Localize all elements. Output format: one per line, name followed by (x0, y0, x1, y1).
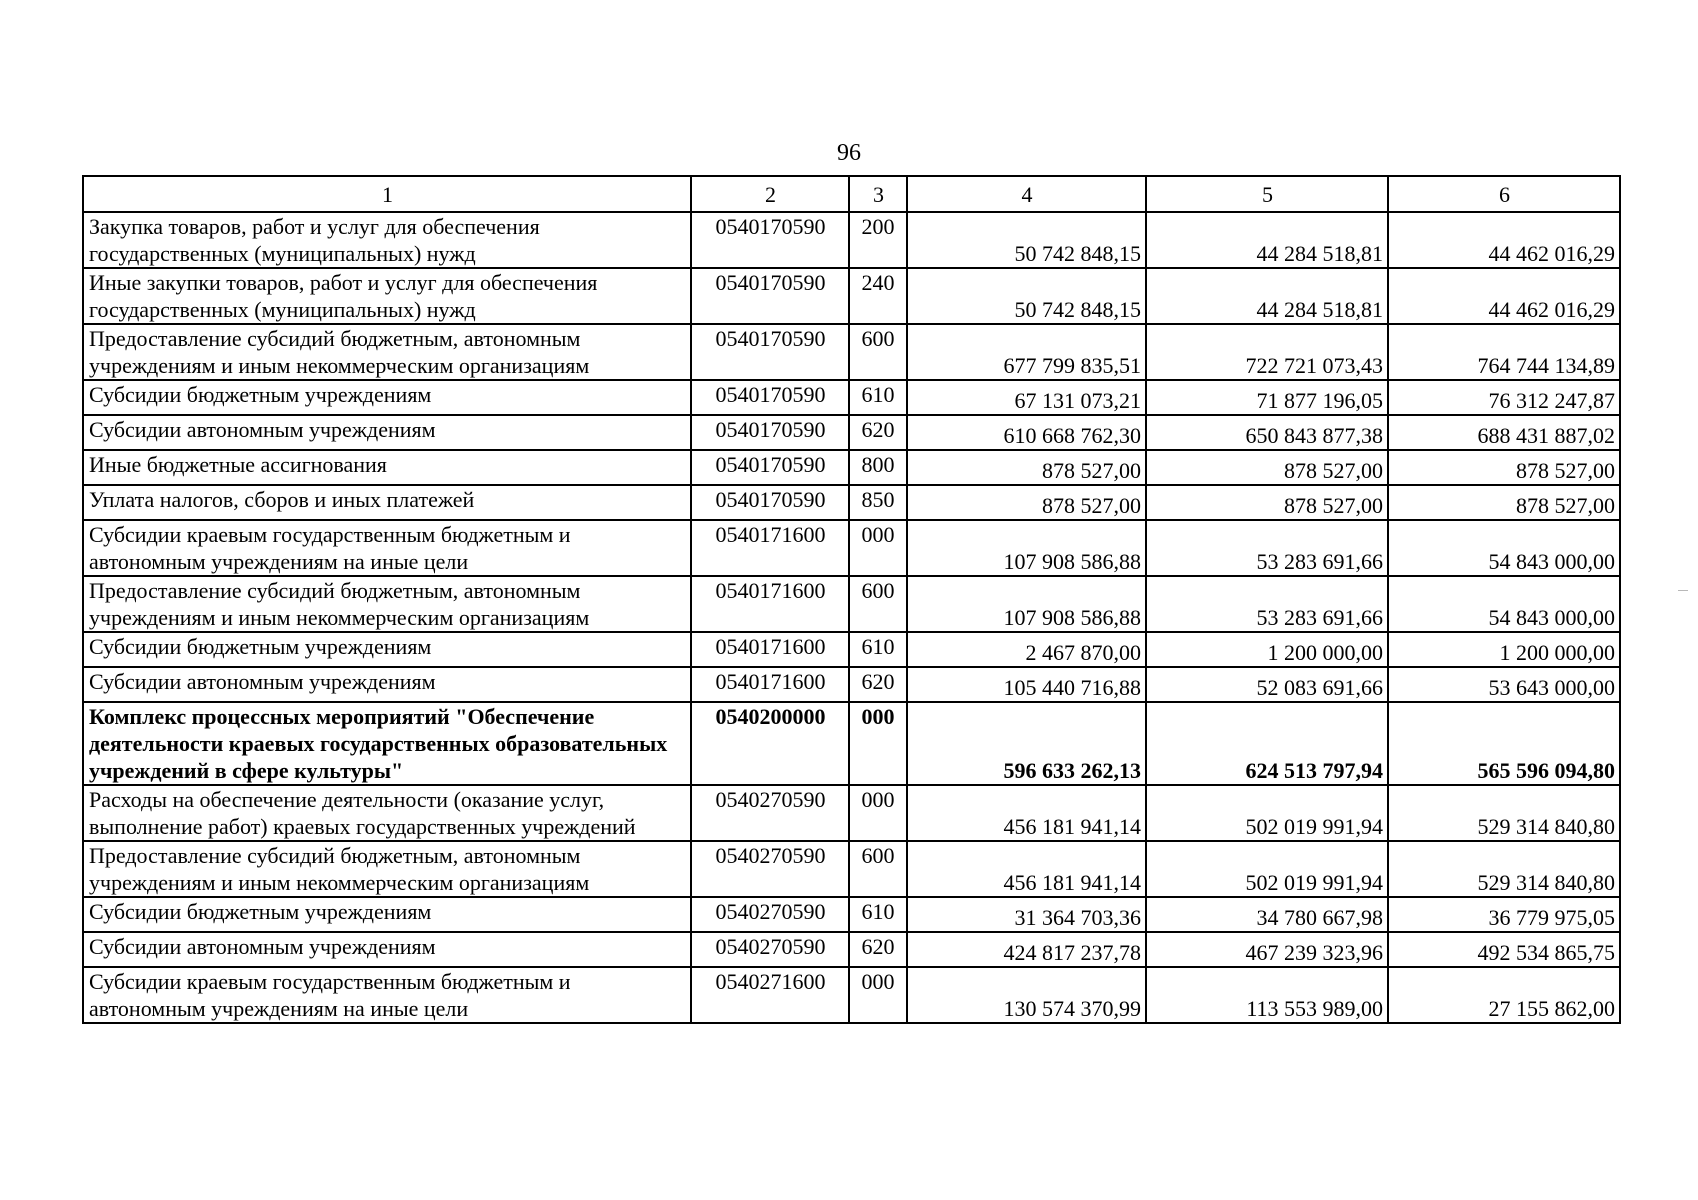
row-amount-col6: 565 596 094,80 (1388, 702, 1620, 785)
row-type-cell: 610 (849, 380, 907, 415)
table-row (83, 212, 1620, 268)
row-amount-col5: 44 284 518,81 (1146, 268, 1388, 324)
table-row (83, 520, 1620, 576)
row-amount-col5: 113 553 989,00 (1146, 967, 1388, 1023)
row-type-cell: 000 (849, 520, 907, 576)
row-code-cell: 0540270590 (691, 785, 849, 841)
row-type-cell: 200 (849, 212, 907, 268)
row-amount-col6: 54 843 000,00 (1388, 520, 1620, 576)
row-name-cell: Субсидии автономным учреждениям (83, 667, 691, 702)
row-amount-col4: 130 574 370,99 (907, 967, 1146, 1023)
table-row (83, 576, 1620, 632)
row-amount-col6: 529 314 840,80 (1388, 785, 1620, 841)
row-amount-col6: 36 779 975,05 (1388, 897, 1620, 932)
row-amount-col5: 878 527,00 (1146, 485, 1388, 520)
row-amount-col5: 650 843 877,38 (1146, 415, 1388, 450)
row-name-cell: Предоставление субсидий бюджетным, автономным учреждениям и иным некоммерческим организациям (83, 841, 691, 897)
table-header-row (83, 176, 1620, 212)
row-amount-col6: 44 462 016,29 (1388, 268, 1620, 324)
table-row (83, 967, 1620, 1023)
scan-mark (1678, 590, 1688, 591)
row-code-cell: 0540270590 (691, 932, 849, 967)
row-code-cell: 0540171600 (691, 576, 849, 632)
row-code-cell: 0540170590 (691, 268, 849, 324)
row-amount-col5: 53 283 691,66 (1146, 520, 1388, 576)
page-number: 96 (837, 140, 861, 166)
row-name-cell: Уплата налогов, сборов и иных платежей (83, 485, 691, 520)
row-amount-col6: 492 534 865,75 (1388, 932, 1620, 967)
row-type-cell: 610 (849, 897, 907, 932)
row-code-cell: 0540270590 (691, 841, 849, 897)
row-amount-col4: 31 364 703,36 (907, 897, 1146, 932)
table-row (83, 932, 1620, 967)
table-row (83, 415, 1620, 450)
row-code-cell: 0540170590 (691, 450, 849, 485)
row-amount-col5: 34 780 667,98 (1146, 897, 1388, 932)
row-name-cell: Субсидии бюджетным учреждениям (83, 380, 691, 415)
row-amount-col4: 105 440 716,88 (907, 667, 1146, 702)
row-amount-col6: 764 744 134,89 (1388, 324, 1620, 380)
row-type-cell: 600 (849, 576, 907, 632)
row-amount-col6: 688 431 887,02 (1388, 415, 1620, 450)
table-row (83, 450, 1620, 485)
column-header: 3 (849, 176, 907, 212)
row-amount-col5: 878 527,00 (1146, 450, 1388, 485)
row-name-cell: Субсидии автономным учреждениям (83, 932, 691, 967)
row-code-cell: 0540170590 (691, 415, 849, 450)
row-name-cell: Иные закупки товаров, работ и услуг для обеспечения государственных (муниципальных) нужд (83, 268, 691, 324)
table-row (83, 632, 1620, 667)
row-amount-col4: 456 181 941,14 (907, 841, 1146, 897)
row-code-cell: 0540170590 (691, 324, 849, 380)
row-amount-col4: 596 633 262,13 (907, 702, 1146, 785)
row-amount-col4: 107 908 586,88 (907, 520, 1146, 576)
row-amount-col6: 878 527,00 (1388, 485, 1620, 520)
row-name-cell: Закупка товаров, работ и услуг для обеспечения государственных (муниципальных) нужд (83, 212, 691, 268)
table-row (83, 324, 1620, 380)
row-amount-col4: 878 527,00 (907, 450, 1146, 485)
row-amount-col5: 52 083 691,66 (1146, 667, 1388, 702)
table-row (83, 485, 1620, 520)
table-row (83, 268, 1620, 324)
row-name-cell: Субсидии автономным учреждениям (83, 415, 691, 450)
row-type-cell: 000 (849, 702, 907, 785)
row-code-cell: 0540270590 (691, 897, 849, 932)
row-amount-col4: 50 742 848,15 (907, 268, 1146, 324)
row-amount-col5: 1 200 000,00 (1146, 632, 1388, 667)
row-amount-col5: 467 239 323,96 (1146, 932, 1388, 967)
row-amount-col4: 107 908 586,88 (907, 576, 1146, 632)
row-amount-col6: 878 527,00 (1388, 450, 1620, 485)
row-type-cell: 000 (849, 967, 907, 1023)
row-type-cell: 620 (849, 415, 907, 450)
row-code-cell: 0540171600 (691, 667, 849, 702)
table-row (83, 897, 1620, 932)
table-row (83, 841, 1620, 897)
row-amount-col4: 67 131 073,21 (907, 380, 1146, 415)
row-code-cell: 0540171600 (691, 520, 849, 576)
row-code-cell: 0540170590 (691, 380, 849, 415)
table-row (83, 380, 1620, 415)
row-amount-col6: 53 643 000,00 (1388, 667, 1620, 702)
row-name-cell: Субсидии бюджетным учреждениям (83, 632, 691, 667)
table-row (83, 702, 1620, 785)
row-type-cell: 240 (849, 268, 907, 324)
row-amount-col4: 2 467 870,00 (907, 632, 1146, 667)
row-type-cell: 620 (849, 667, 907, 702)
row-amount-col4: 424 817 237,78 (907, 932, 1146, 967)
row-code-cell: 0540170590 (691, 485, 849, 520)
row-amount-col6: 1 200 000,00 (1388, 632, 1620, 667)
row-name-cell: Расходы на обеспечение деятельности (оказание услуг, выполнение работ) краевых государственных учреждений (83, 785, 691, 841)
row-amount-col4: 878 527,00 (907, 485, 1146, 520)
budget-table (82, 175, 1621, 1024)
row-name-cell: Предоставление субсидий бюджетным, автономным учреждениям и иным некоммерческим организациям (83, 576, 691, 632)
column-header: 4 (907, 176, 1146, 212)
row-amount-col5: 71 877 196,05 (1146, 380, 1388, 415)
column-header: 2 (691, 176, 849, 212)
table-row (83, 667, 1620, 702)
column-header: 5 (1146, 176, 1388, 212)
column-header: 1 (83, 176, 691, 212)
row-code-cell: 0540271600 (691, 967, 849, 1023)
row-amount-col4: 677 799 835,51 (907, 324, 1146, 380)
row-type-cell: 610 (849, 632, 907, 667)
row-amount-col4: 456 181 941,14 (907, 785, 1146, 841)
row-amount-col5: 44 284 518,81 (1146, 212, 1388, 268)
table-row (83, 785, 1620, 841)
row-code-cell: 0540170590 (691, 212, 849, 268)
row-name-cell: Субсидии краевым государственным бюджетным и автономным учреждениям на иные цели (83, 967, 691, 1023)
row-amount-col5: 722 721 073,43 (1146, 324, 1388, 380)
row-name-cell: Предоставление субсидий бюджетным, автономным учреждениям и иным некоммерческим организациям (83, 324, 691, 380)
row-name-cell: Субсидии краевым государственным бюджетным и автономным учреждениям на иные цели (83, 520, 691, 576)
column-header: 6 (1388, 176, 1620, 212)
row-amount-col4: 610 668 762,30 (907, 415, 1146, 450)
row-type-cell: 600 (849, 841, 907, 897)
row-amount-col5: 624 513 797,94 (1146, 702, 1388, 785)
row-code-cell: 0540200000 (691, 702, 849, 785)
row-amount-col6: 54 843 000,00 (1388, 576, 1620, 632)
row-name-cell: Комплекс процессных мероприятий "Обеспечение деятельности краевых государственных образовательных учреждений в сфере культуры" (83, 702, 691, 785)
row-name-cell: Субсидии бюджетным учреждениям (83, 897, 691, 932)
row-amount-col4: 50 742 848,15 (907, 212, 1146, 268)
row-type-cell: 620 (849, 932, 907, 967)
row-amount-col5: 53 283 691,66 (1146, 576, 1388, 632)
row-amount-col5: 502 019 991,94 (1146, 785, 1388, 841)
row-name-cell: Иные бюджетные ассигнования (83, 450, 691, 485)
row-amount-col6: 27 155 862,00 (1388, 967, 1620, 1023)
row-amount-col6: 76 312 247,87 (1388, 380, 1620, 415)
row-code-cell: 0540171600 (691, 632, 849, 667)
row-type-cell: 600 (849, 324, 907, 380)
table-body (83, 212, 1620, 1023)
row-amount-col5: 502 019 991,94 (1146, 841, 1388, 897)
row-amount-col6: 44 462 016,29 (1388, 212, 1620, 268)
row-amount-col6: 529 314 840,80 (1388, 841, 1620, 897)
row-type-cell: 000 (849, 785, 907, 841)
row-type-cell: 850 (849, 485, 907, 520)
row-type-cell: 800 (849, 450, 907, 485)
